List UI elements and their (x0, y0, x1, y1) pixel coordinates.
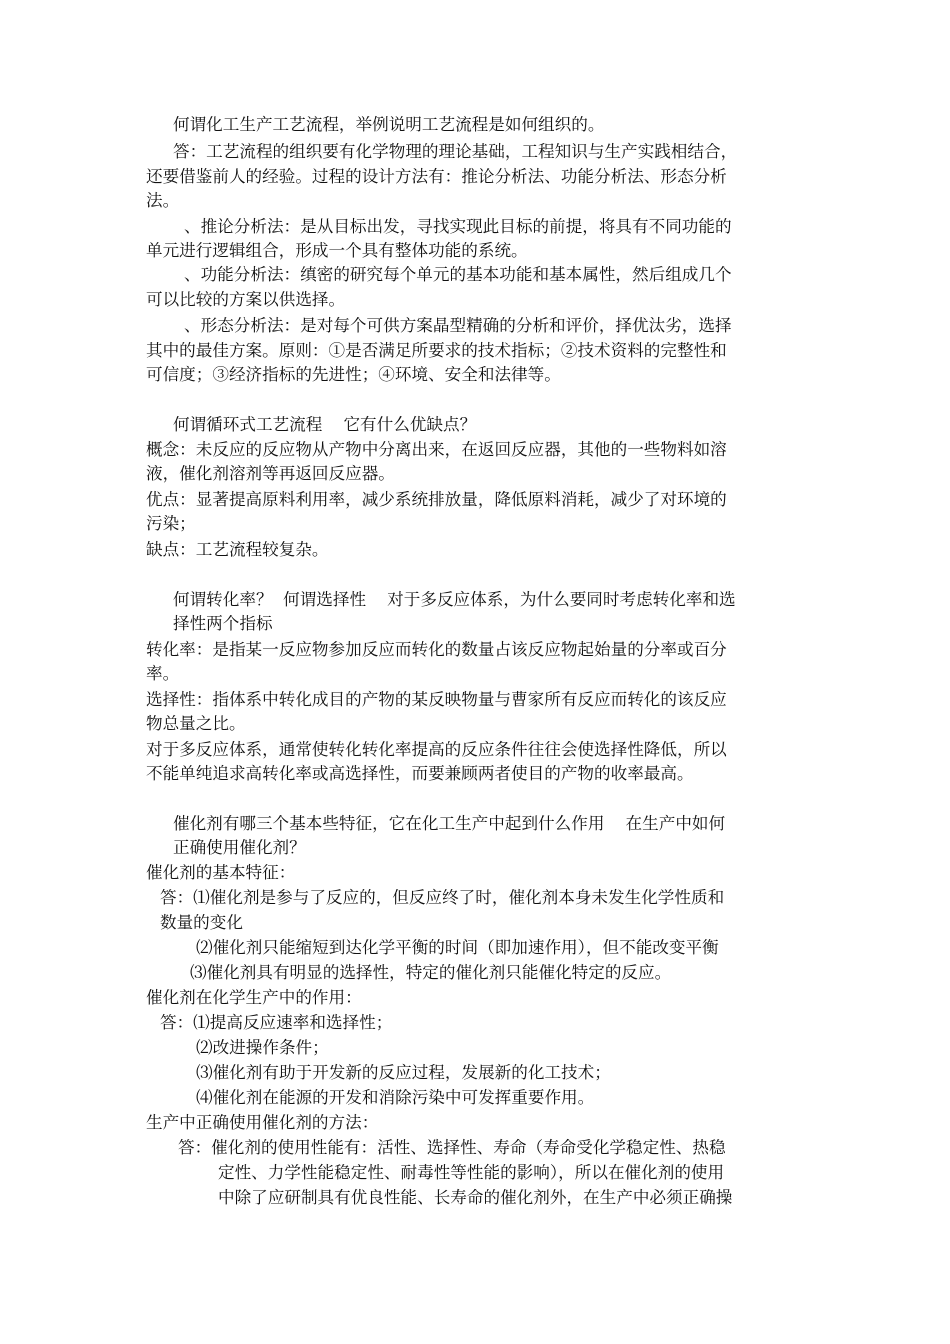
answer-1-line: 答：工艺流程的组织要有化学物理的理论基础，工程知识与生产实践相结合， (173, 142, 738, 161)
usage-line: 中除了应研制具有优良性能、长寿命的催化剂外，在生产中必须正确操 (218, 1188, 733, 1207)
pros-line: 污染； (146, 514, 196, 533)
method-function-line: 、功能分析法：缜密的研究每个单元的基本功能和基本属性，然后组成几个 (184, 265, 732, 284)
question-2-title: 何谓循环式工艺流程 它有什么优缺点？ (173, 415, 477, 434)
multi-reaction-note: 不能单纯追求高转化率或高选择性，而要兼顾两者使目的产物的收率最高。 (146, 764, 694, 783)
feature-item: ⑵催化剂只能缩短到达化学平衡的时间（即加速作用），但不能改变平衡 (196, 938, 719, 957)
role-item: 答：⑴提高反应速率和选择性； (160, 1013, 393, 1032)
role-item: ⑶催化剂有助于开发新的反应过程，发展新的化工技术； (196, 1063, 611, 1082)
method-morphology-line: 其中的最佳方案。原则：①是否满足所要求的技术指标；②技术资料的完整性和 (146, 341, 727, 360)
question-1-title: 何谓化工生产工艺流程，举例说明工艺流程是如何组织的。 (173, 115, 605, 134)
feature-item: 答：⑴催化剂是参与了反应的，但反应终了时，催化剂本身未发生化学性质和 (160, 888, 725, 907)
usage-line: 答：催化剂的使用性能有：活性、选择性、寿命（寿命受化学稳定性、热稳 (178, 1138, 726, 1157)
usage-line: 定性、力学性能稳定性、耐毒性等性能的影响），所以在催化剂的使用 (218, 1163, 725, 1182)
concept-line: 概念：未反应的反应物从产物中分离出来，在返回反应器，其他的一些物料如溶 (146, 440, 727, 459)
conversion-definition: 率。 (146, 664, 180, 683)
method-morphology-line: 可信度；③经济指标的先进性；④环境、安全和法律等。 (146, 365, 561, 384)
method-function-line: 可以比较的方案以供选择。 (146, 290, 346, 309)
method-inference-line: 、推论分析法：是从目标出发，寻找实现此目标的前提，将具有不同功能的 (184, 217, 732, 236)
answer-1-line: 还要借鉴前人的经验。过程的设计方法有：推论分析法、功能分析法、形态分析 (146, 167, 727, 186)
role-item: ⑷催化剂在能源的开发和消除污染中可发挥重要作用。 (196, 1088, 595, 1107)
pros-line: 优点：显著提高原料利用率，减少系统排放量，降低原料消耗，减少了对环境的 (146, 490, 727, 509)
question-3-title: 何谓转化率？ 何谓选择性 对于多反应体系，为什么要同时考虑转化率和选 (173, 590, 736, 609)
role-item: ⑵改进操作条件； (196, 1038, 329, 1057)
role-heading: 催化剂在化学生产中的作用： (146, 988, 362, 1007)
method-morphology-line: 、形态分析法：是对每个可供方案晶型精确的分析和评价，择优汰劣，选择 (184, 316, 732, 335)
feature-item: ⑶催化剂具有明显的选择性，特定的催化剂只能催化特定的反应。 (190, 963, 672, 982)
question-4-title: 正确使用催化剂？ (173, 838, 306, 857)
feature-item: 数量的变化 (160, 913, 243, 932)
cons-line: 缺点：工艺流程较复杂。 (146, 540, 329, 559)
answer-1-line: 法。 (146, 191, 180, 210)
question-3-title: 择性两个指标 (173, 614, 273, 633)
method-inference-line: 单元进行逻辑组合，形成一个具有整体功能的系统。 (146, 241, 528, 260)
selectivity-definition: 物总量之比。 (146, 714, 246, 733)
features-heading: 催化剂的基本特征： (146, 863, 296, 882)
conversion-definition: 转化率：是指某一反应物参加反应而转化的数量占该反应物起始量的分率或百分 (146, 640, 727, 659)
selectivity-definition: 选择性：指体系中转化成目的产物的某反映物量与曹家所有反应而转化的该反应 (146, 690, 727, 709)
usage-heading: 生产中正确使用催化剂的方法： (146, 1113, 379, 1132)
concept-line: 液，催化剂溶剂等再返回反应器。 (146, 464, 395, 483)
multi-reaction-note: 对于多反应体系，通常使转化转化率提高的反应条件往往会使选择性降低，所以 (146, 740, 727, 759)
question-4-title: 催化剂有哪三个基本些特征，它在化工生产中起到什么作用 在生产中如何 (173, 814, 726, 833)
